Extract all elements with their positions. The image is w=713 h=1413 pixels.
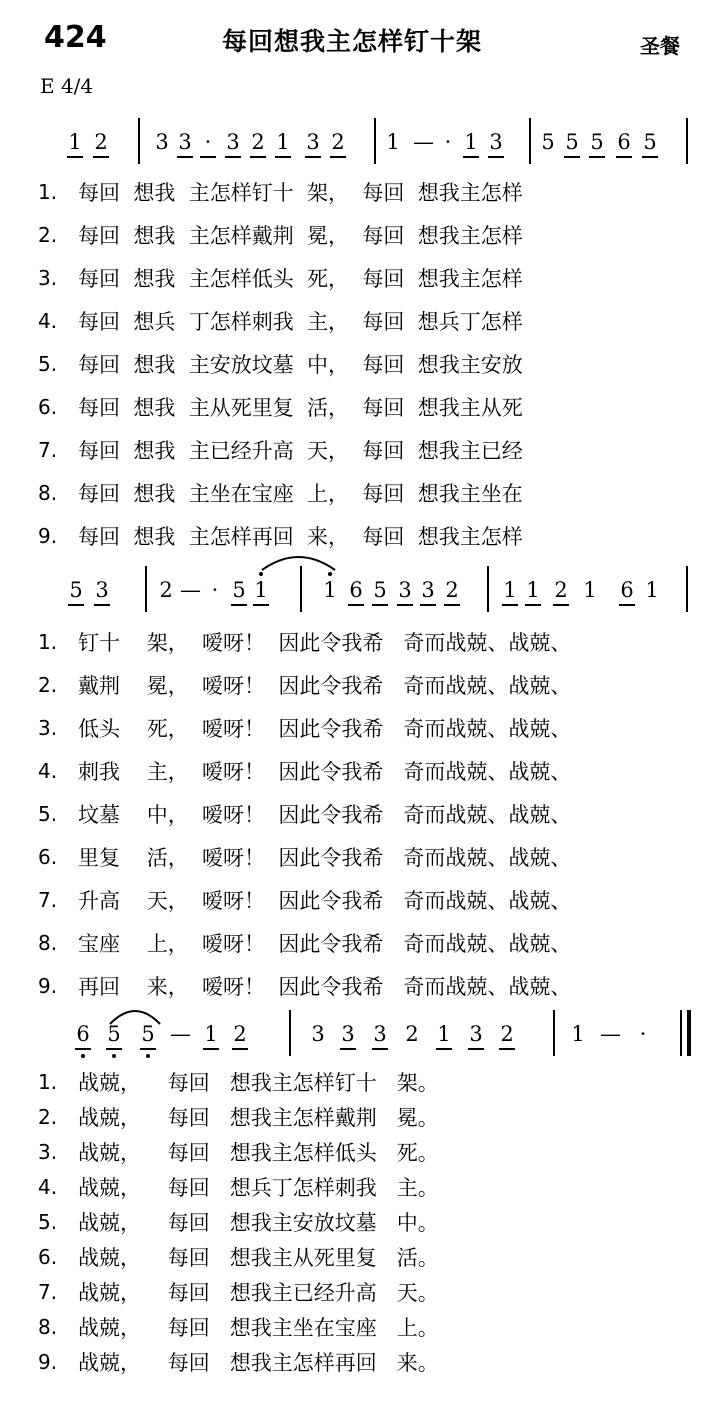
- verse-lyrics: 每回 想我 主怎样戴荆 冕， 每回 想我主怎样: [78, 224, 523, 248]
- note: 1: [571, 1022, 585, 1046]
- note: 2: [405, 1022, 419, 1046]
- underline: [468, 1048, 484, 1050]
- verse-number: 7.: [38, 888, 58, 912]
- note: 1: [500, 578, 520, 602]
- verse-lyrics: 坟墓 中， 嗳呀！ 因此令我希 奇而战兢、战兢、: [78, 803, 572, 827]
- underline: [488, 156, 504, 158]
- underline: [203, 1048, 219, 1050]
- low-octave-dot: [112, 1054, 116, 1058]
- note: 1: [645, 578, 659, 602]
- bar-line: [529, 118, 531, 164]
- verse-lyrics: 每回 想我 主怎样钉十 架， 每回 想我主怎样: [78, 181, 523, 205]
- key-time-signature: E 4/4: [40, 74, 94, 98]
- note: 3: [486, 130, 506, 154]
- underline: [397, 604, 413, 606]
- verse-lyrics: 每回 想我 主安放坟墓 中， 每回 想我主安放: [78, 353, 523, 377]
- note: 1: [434, 1022, 454, 1046]
- underline: [553, 604, 569, 606]
- note: 2: [248, 130, 268, 154]
- note: —: [600, 1022, 621, 1046]
- verse-number: 6.: [38, 845, 58, 869]
- verse-lyrics: 战兢， 每回 想兵丁怎样刺我 主。: [78, 1176, 439, 1200]
- note: 3: [303, 130, 323, 154]
- bar-line: [487, 566, 489, 612]
- underline: [75, 1048, 91, 1050]
- underline: [253, 604, 269, 606]
- underline: [564, 156, 580, 158]
- verse-number: 9.: [38, 524, 58, 548]
- bar-line: [553, 1010, 555, 1056]
- verse-number: 3.: [38, 1140, 58, 1164]
- bar-line: [686, 118, 688, 164]
- underline: [67, 156, 83, 158]
- note: 2: [551, 578, 571, 602]
- note: 2: [230, 1022, 250, 1046]
- note: 5: [66, 578, 86, 602]
- underline: [94, 604, 110, 606]
- note: 1: [320, 578, 340, 602]
- verse-number: 6.: [38, 1245, 58, 1269]
- underline: [420, 604, 436, 606]
- verse-number: 2.: [38, 673, 58, 697]
- verse-lyrics: 每回 想我 主从死里复 活， 每回 想我主从死: [78, 396, 523, 420]
- verse-lyrics: 钉十 架， 嗳呀！ 因此令我希 奇而战兢、战兢、: [78, 631, 572, 655]
- verse-number: 3.: [38, 266, 58, 290]
- verse-number: 1.: [38, 1070, 58, 1094]
- verse-lyrics: 每回 想我 主已经升高 天， 每回 想我主已经: [78, 439, 523, 463]
- verse-number: 8.: [38, 481, 58, 505]
- verse-lyrics: 战兢， 每回 想我主怎样戴荆 冕。: [78, 1106, 439, 1130]
- note: 3: [418, 578, 438, 602]
- high-octave-dot: [259, 572, 263, 576]
- note: 2: [159, 578, 173, 602]
- underline: [275, 156, 291, 158]
- note: 1: [65, 130, 85, 154]
- underline: [372, 1048, 388, 1050]
- verse-number: 4.: [38, 309, 58, 333]
- underline: [589, 156, 605, 158]
- verse-number: 7.: [38, 1280, 58, 1304]
- underline: [340, 1048, 356, 1050]
- note: 5: [229, 578, 249, 602]
- note: 1: [251, 578, 271, 602]
- bar-line: [138, 118, 140, 164]
- verse-number: 2.: [38, 223, 58, 247]
- note: 5: [562, 130, 582, 154]
- note: 6: [73, 1022, 93, 1046]
- note: ·: [444, 130, 452, 154]
- verse-lyrics: 升高 天， 嗳呀！ 因此令我希 奇而战兢、战兢、: [78, 889, 572, 913]
- verse-lyrics: 戴荆 冕， 嗳呀！ 因此令我希 奇而战兢、战兢、: [78, 674, 572, 698]
- note: 5: [587, 130, 607, 154]
- verse-lyrics: 战兢， 每回 想我主怎样再回 来。: [78, 1351, 439, 1375]
- underline: [330, 156, 346, 158]
- note: 1: [201, 1022, 221, 1046]
- hymn-category: 圣餐: [640, 34, 680, 58]
- bar-line: [686, 566, 688, 612]
- underline: [305, 156, 321, 158]
- underline: [525, 604, 541, 606]
- note: 2: [442, 578, 462, 602]
- note: 3: [311, 1022, 325, 1046]
- note: 6: [617, 578, 637, 602]
- bar-line: [289, 1010, 291, 1056]
- verse-number: 5.: [38, 352, 58, 376]
- high-octave-dot: [328, 572, 332, 576]
- note: 2: [328, 130, 348, 154]
- note: 1: [523, 578, 543, 602]
- note: —: [413, 130, 434, 154]
- hymn-number: 424: [44, 20, 107, 55]
- verse-lyrics: 每回 想我 主坐在宝座 上， 每回 想我主坐在: [78, 482, 523, 506]
- verse-lyrics: 宝座 上， 嗳呀！ 因此令我希 奇而战兢、战兢、: [78, 932, 572, 956]
- verse-number: 5.: [38, 802, 58, 826]
- note: 3: [92, 578, 112, 602]
- note: 2: [497, 1022, 517, 1046]
- note: 5: [541, 130, 555, 154]
- verse-lyrics: 刺我 主， 嗳呀！ 因此令我希 奇而战兢、战兢、: [78, 760, 572, 784]
- underline: [463, 156, 479, 158]
- underline: [616, 156, 632, 158]
- verse-number: 1.: [38, 180, 58, 204]
- note: 3: [175, 130, 195, 154]
- low-octave-dot: [146, 1054, 150, 1058]
- tie-slur: [110, 1006, 160, 1026]
- note: ·: [198, 130, 218, 154]
- note: 3: [338, 1022, 358, 1046]
- note: 5: [640, 130, 660, 154]
- verse-number: 6.: [38, 395, 58, 419]
- hymn-title: 每回想我主怎样钉十架: [222, 27, 483, 56]
- underline: [106, 1048, 122, 1050]
- underline: [140, 1048, 156, 1050]
- underline: [372, 604, 388, 606]
- note: 6: [614, 130, 634, 154]
- underline: [502, 604, 518, 606]
- verse-lyrics: 低头 死， 嗳呀！ 因此令我希 奇而战兢、战兢、: [78, 717, 572, 741]
- underline: [499, 1048, 515, 1050]
- note: ·: [211, 578, 219, 602]
- note: 1: [386, 130, 400, 154]
- note: —: [170, 1022, 191, 1046]
- note: 6: [346, 578, 366, 602]
- underline: [444, 604, 460, 606]
- low-octave-dot: [81, 1054, 85, 1058]
- verse-number: 4.: [38, 759, 58, 783]
- bar-line: [374, 118, 376, 164]
- verse-number: 3.: [38, 716, 58, 740]
- note: 5: [138, 1022, 158, 1046]
- underline: [200, 156, 216, 158]
- verse-number: 5.: [38, 1210, 58, 1234]
- verse-lyrics: 每回 想我 主怎样低头 死， 每回 想我主怎样: [78, 267, 523, 291]
- note: 3: [466, 1022, 486, 1046]
- verse-number: 1.: [38, 630, 58, 654]
- tie-slur: [262, 552, 335, 572]
- verse-lyrics: 战兢， 每回 想我主坐在宝座 上。: [78, 1316, 439, 1340]
- note: 1: [461, 130, 481, 154]
- note: 3: [223, 130, 243, 154]
- underline: [642, 156, 658, 158]
- note: —: [180, 578, 201, 602]
- underline: [619, 604, 635, 606]
- note: 1: [583, 578, 597, 602]
- note: 5: [370, 578, 390, 602]
- verse-lyrics: 每回 想兵 丁怎样刺我 主， 每回 想兵丁怎样: [78, 310, 523, 334]
- verse-lyrics: 战兢， 每回 想我主已经升高 天。: [78, 1281, 439, 1305]
- note: 5: [104, 1022, 124, 1046]
- bar-line: [300, 566, 302, 612]
- note: ·: [639, 1022, 647, 1046]
- verse-number: 8.: [38, 931, 58, 955]
- underline: [250, 156, 266, 158]
- bar-line: [145, 566, 147, 612]
- verse-lyrics: 再回 来， 嗳呀！ 因此令我希 奇而战兢、战兢、: [78, 975, 572, 999]
- underline: [68, 604, 84, 606]
- verse-lyrics: 每回 想我 主怎样再回 来， 每回 想我主怎样: [78, 525, 523, 549]
- note: 3: [395, 578, 415, 602]
- underline: [177, 156, 193, 158]
- verse-number: 2.: [38, 1105, 58, 1129]
- verse-number: 9.: [38, 1350, 58, 1374]
- verse-lyrics: 战兢， 每回 想我主怎样钉十 架。: [78, 1071, 439, 1095]
- verse-number: 4.: [38, 1175, 58, 1199]
- underline: [231, 604, 247, 606]
- note: 1: [273, 130, 293, 154]
- verse-number: 8.: [38, 1315, 58, 1339]
- underline: [436, 1048, 452, 1050]
- verse-lyrics: 战兢， 每回 想我主怎样低头 死。: [78, 1141, 439, 1165]
- bar-line: [687, 1010, 691, 1056]
- underline: [225, 156, 241, 158]
- note: 2: [91, 130, 111, 154]
- underline: [348, 604, 364, 606]
- verse-lyrics: 战兢， 每回 想我主从死里复 活。: [78, 1246, 439, 1270]
- underline: [232, 1048, 248, 1050]
- note: 3: [155, 130, 169, 154]
- bar-line: [680, 1010, 682, 1056]
- verse-lyrics: 战兢， 每回 想我主安放坟墓 中。: [78, 1211, 439, 1235]
- verse-number: 7.: [38, 438, 58, 462]
- note: 3: [370, 1022, 390, 1046]
- verse-lyrics: 里复 活， 嗳呀！ 因此令我希 奇而战兢、战兢、: [78, 846, 572, 870]
- verse-number: 9.: [38, 974, 58, 998]
- underline: [93, 156, 109, 158]
